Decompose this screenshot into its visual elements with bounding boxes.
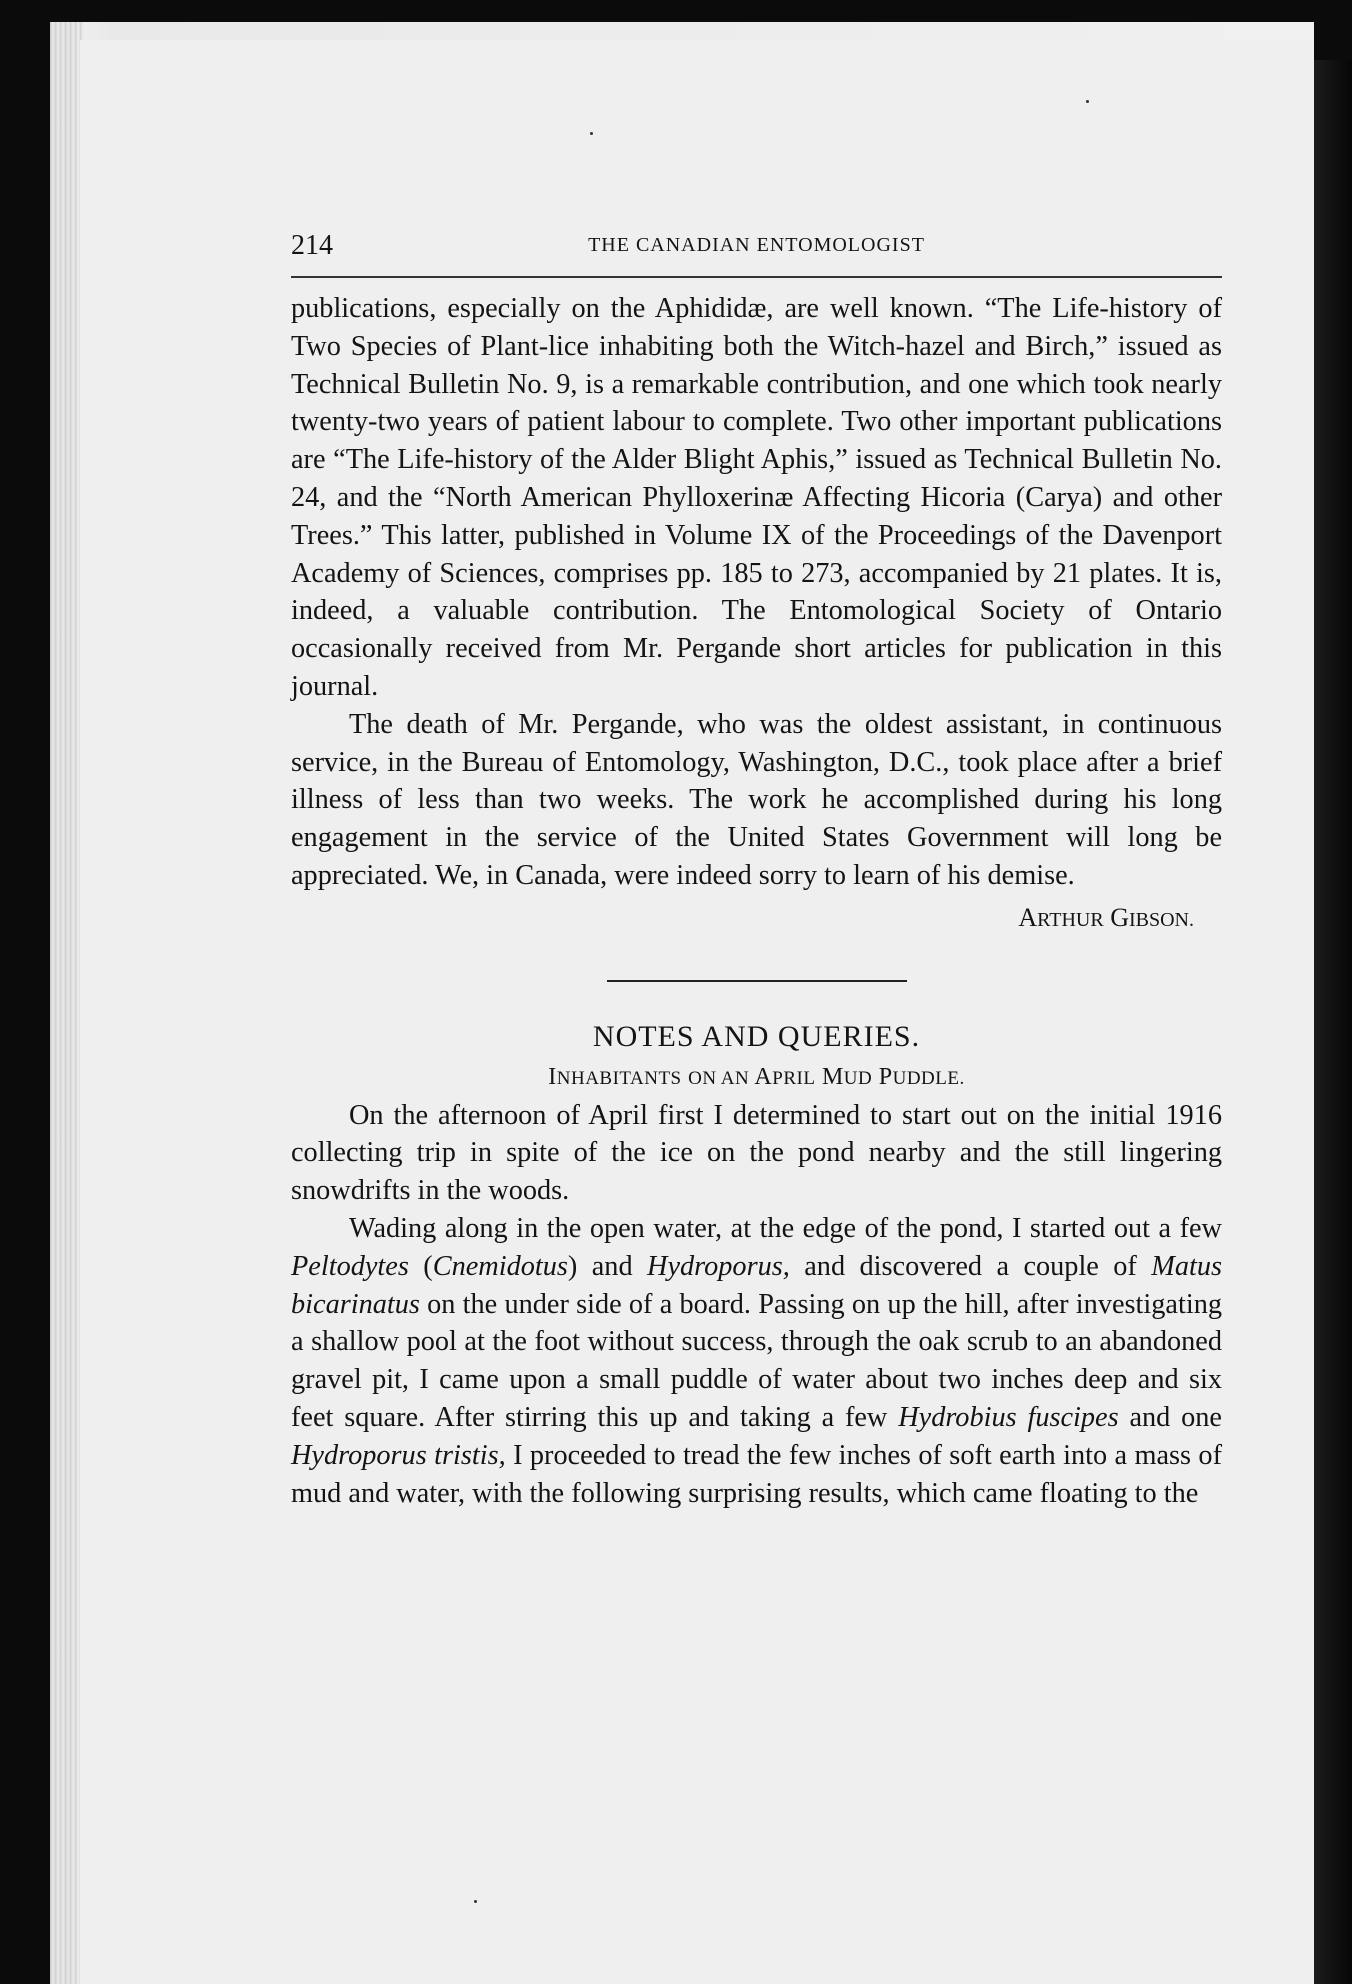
title-initial: I xyxy=(548,1063,557,1090)
species-name: Hydrobius fuscipes xyxy=(898,1401,1119,1433)
signature-initial: A xyxy=(1018,902,1038,932)
note-paragraph xyxy=(291,1210,1222,1512)
section-separator xyxy=(607,980,907,982)
section-heading: NOTES AND QUERIES. xyxy=(592,1019,921,1053)
species-name: Hydroporus, xyxy=(647,1250,790,1282)
title-initial: M xyxy=(821,1063,844,1090)
scan-speck xyxy=(474,1900,477,1903)
scan-speck xyxy=(590,132,593,135)
title-smallcaps: NHABITANTS xyxy=(556,1067,682,1089)
title-smallcaps: UDDLE. xyxy=(892,1067,965,1089)
author-signature xyxy=(291,899,1222,940)
species-name: Cnemidotus xyxy=(432,1250,568,1282)
text-run: ( xyxy=(408,1250,433,1282)
title-initial: A xyxy=(754,1063,773,1090)
journal-title: THE CANADIAN ENTOMOLOGIST xyxy=(588,234,925,256)
obituary-paragraph: The death of Mr. Pergande, who was the oldest assistant, in continuous service, in the Bureau of Entomology, Washington, D.C., took place after a brief illness of less than two weeks. The work he accomplished during his long engagement in the service of the United States Government will long be appreciated. We, in Canada, were indeed sorry to learn of his demise. xyxy=(291,708,1222,891)
book-edge-shadow xyxy=(1314,60,1352,1984)
article-title xyxy=(291,1064,1222,1091)
signature-smallcaps: IBSON. xyxy=(1128,908,1194,931)
text-run: on the under side of a board. Passing on up the hill, after investigating a shallow pool at the foot without success, through the oak scrub to an abandoned gravel pit, I came upon a small puddle of water about two inches deep and six feet square. After stirring this up and taking a few xyxy=(291,1288,1222,1433)
title-smallcaps: UD xyxy=(843,1067,873,1089)
title-smallcaps: ON AN xyxy=(688,1067,750,1089)
text-run: ) and xyxy=(567,1250,648,1282)
scan-speck xyxy=(1086,100,1089,103)
text-run: and one xyxy=(1118,1401,1222,1433)
signature-initial: G xyxy=(1110,902,1129,932)
page-gutter xyxy=(50,22,84,1984)
text-run: I proceeded to tread the few inches of soft earth into a mass of mud and water, with the following surprising results, which came floating to the xyxy=(291,1439,1223,1509)
header-rule xyxy=(291,276,1222,278)
obituary-paragraph: publications, especially on the Aphididæ, are well known. “The Life-history of Two Species of Plant-lice inhabiting both the Witch-hazel and Birch,” issued as Technical Bulletin No. 9, is a remarkable contribution, and one which took nearly twenty-two years of patient labour to complete. Two other important publications are “The Life-history of the Alder Blight Aphis,” issued as Technical Bulletin No. 24, and the “North American Phylloxerinæ Affecting Hicoria (Carya) and other Trees.” This latter, published in Volume IX of the Proceedings of the Davenport Academy of Sciences, comprises pp. 185 to 273, accompanied by 21 plates. It is, indeed, a valuable contribution. The Entomological Society of Ontario occasionally received from Mr. Pergande short articles for publication in this journal. xyxy=(291,293,1222,702)
species-name: Hydroporus tristis, xyxy=(291,1439,506,1471)
note-paragraph: On the afternoon of April first I determined to start out on the initial 1916 collecting trip in spite of the ice on the pond nearby and the still lingering snowdrifts in the woods. xyxy=(291,1099,1222,1207)
signature-smallcaps: RTHUR xyxy=(1037,908,1104,931)
title-initial: P xyxy=(878,1063,893,1090)
page-number: 214 xyxy=(291,230,333,261)
species-name: Matus bicarinatus xyxy=(291,1250,1223,1320)
text-run: Wading along in the open water, at the edge of the pond, I started out a few xyxy=(349,1212,1222,1244)
title-smallcaps: PRIL xyxy=(772,1067,816,1089)
page-content xyxy=(291,220,1222,1512)
species-name: Peltodytes xyxy=(291,1250,409,1282)
text-run: and discovered a couple of xyxy=(789,1250,1152,1282)
running-head xyxy=(291,220,1222,266)
